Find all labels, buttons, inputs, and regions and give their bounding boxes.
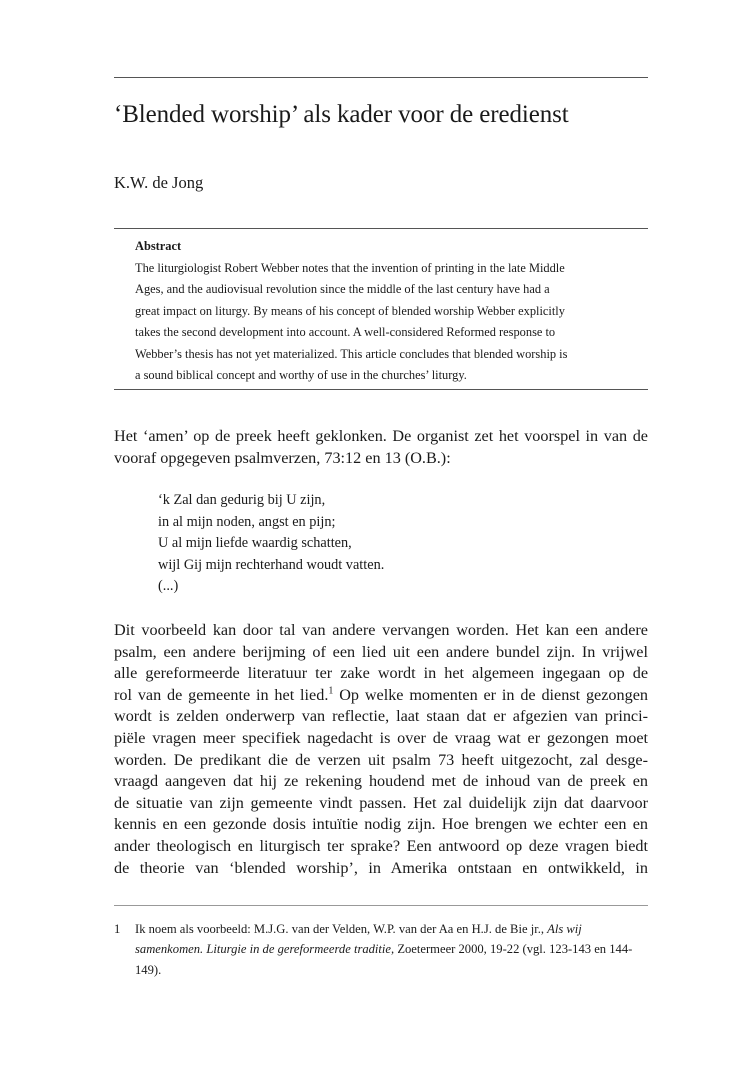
abstract-block	[135, 236, 625, 387]
body-line: worden. De predikant die de verzen uit psalm 73 heeft uitgezocht, zal desge-	[114, 750, 648, 769]
body-line: piële vragen meer specifiek nagedacht is over de vraag wat er gezongen moet	[114, 728, 648, 747]
footnote-number: 1	[114, 922, 121, 936]
article-author: K.W. de Jong	[114, 173, 204, 192]
abstract-bottom-rule	[114, 389, 648, 390]
abstract-line: The liturgiologist Robert Webber notes that the invention of printing in the late Middle	[135, 260, 565, 275]
body-line: Het ‘amen’ op de preek heeft geklonken. De organist zet het voorspel in van de	[114, 427, 648, 445]
body-line	[114, 685, 648, 707]
top-rule	[114, 77, 648, 78]
body-line: psalm, een andere berijming of een lied uit een andere bundel zijn. In vrijwel	[114, 642, 648, 661]
body-line: kennis en een gezonde dosis intuïtie nodig zijn. Hoe brengen we echter een en	[114, 815, 648, 834]
footnote-text-fragment: Ik noem als voorbeeld: M.J.G. van der Velden, W.P. van der Aa en H.J. de Bie jr.,	[135, 922, 548, 936]
footnote-book-title: Als wij samenkomen. Liturgie in de gereformeerde traditie,	[135, 922, 582, 957]
footnote-reference[interactable]: 1	[328, 685, 334, 697]
abstract-top-rule	[114, 228, 648, 229]
abstract-line: great impact on liturgy. By means of his concept of blended worship Webber explicitly	[135, 303, 565, 318]
psalm-quote	[158, 490, 384, 598]
poem-line: in al mijn noden, angst en pijn;	[158, 513, 336, 530]
abstract-line: Webber’s thesis has not yet materialized. This article concludes that blended worship is	[135, 346, 568, 361]
main-paragraph	[114, 620, 648, 879]
body-line: alle gereformeerde literatuur ter zake wordt in het algemeen ingegaan op de	[114, 664, 648, 683]
poem-line: U al mijn liefde waardig schatten,	[158, 535, 352, 552]
abstract-line: takes the second development into account. A well-considered Reformed response to	[135, 325, 556, 339]
body-line: de theorie van ‘blended worship’, in Amerika ontstaan en ontwikkeld, in	[114, 858, 648, 877]
poem-line: wijl Gij mijn rechterhand woudt vatten.	[158, 556, 385, 573]
intro-paragraph	[114, 426, 648, 469]
footnote-text	[135, 919, 648, 980]
footnote-text-fragment: Zoetermeer 2000, 19-22 (vgl. 123-143 en 144-149).	[135, 942, 633, 977]
poem-line: ‘k Zal dan gedurig bij U zijn,	[158, 492, 326, 508]
body-line: de situatie van zijn gemeente vindt passen. Het zal duidelijk zijn dat daarvoor	[114, 793, 648, 812]
body-text-fragment: rol van de gemeente in het lied.	[114, 685, 329, 704]
article-title: ‘Blended worship’ als kader voor de eredienst	[114, 101, 569, 128]
footnote-rule	[114, 905, 648, 906]
body-line: vraagd aangeven dat hij ze rekening houdend met de inhoud van de preek en	[114, 772, 648, 791]
body-text-fragment: Op welke momenten er in de dienst gezongen	[333, 685, 648, 704]
body-line: vooraf opgegeven psalmverzen, 73:12 en 13 (O.B.):	[114, 448, 451, 467]
abstract-heading: Abstract	[135, 239, 182, 253]
abstract-line: Ages, and the audiovisual revolution since the middle of the last century have had a	[135, 282, 550, 296]
body-line: wordt is zelden onderwerp van reflectie, laat staan dat er afgezien van princi-	[114, 707, 648, 726]
body-line: Dit voorbeeld kan door tal van andere vervangen worden. Het kan een andere	[114, 621, 648, 639]
body-line: ander theologisch en liturgisch ter sprake? Een antwoord op deze vragen biedt	[114, 836, 648, 855]
poem-line: (...)	[158, 578, 179, 595]
abstract-line: a sound biblical concept and worthy of use in the churches’ liturgy.	[135, 368, 467, 382]
